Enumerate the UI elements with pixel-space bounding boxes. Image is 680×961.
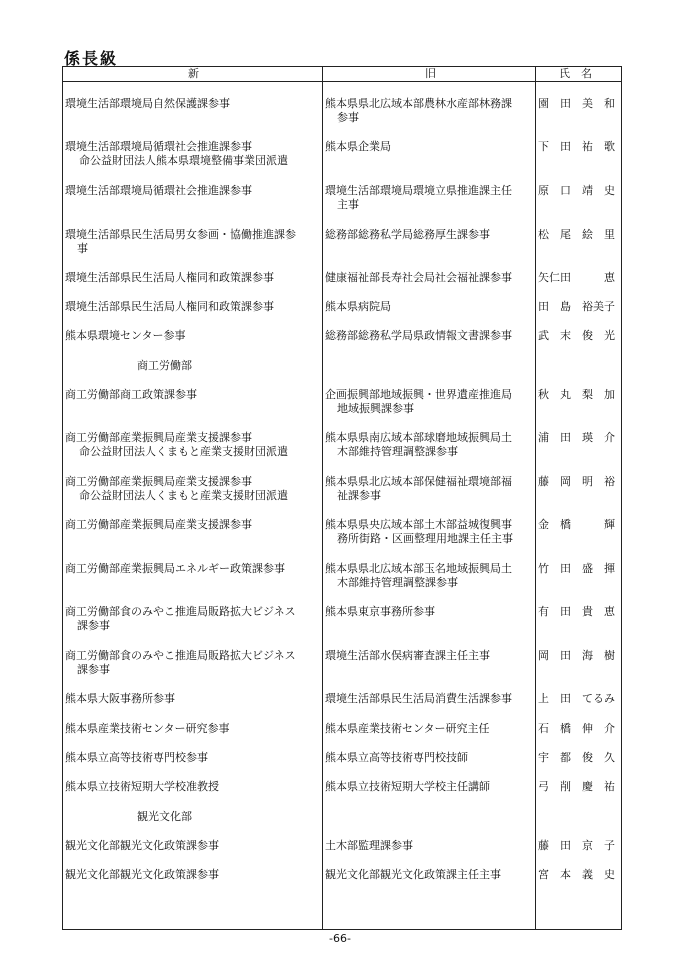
cell-new [65, 649, 320, 677]
header-old: 旧 [425, 67, 436, 80]
cell-old-line: 熊本県立技術短期大学校主任講師 [325, 780, 490, 793]
cell-old-line: 務所街路・区画整理用地課主任主事 [337, 532, 513, 545]
cell-new [65, 140, 320, 168]
cell-new [65, 97, 320, 111]
cell-name: 園 田 美 和 [538, 97, 615, 110]
cell-new-line: 環境生活部環境局循環社会推進課参事 [65, 140, 252, 153]
cell-name: 宇 都 俊 久 [538, 751, 615, 764]
cell-old [325, 97, 533, 125]
cell-old-line: 熊本県病院局 [325, 300, 391, 313]
cell-name: 竹 田 盛 揮 [538, 562, 615, 575]
cell-new [65, 431, 320, 459]
cell-new [65, 562, 320, 576]
cell-name: 矢仁田 恵 [538, 271, 615, 284]
cell-old-line: 環境生活部水俣病審査課主任主事 [325, 649, 490, 662]
cell-name: 田 島 裕美子 [538, 300, 615, 313]
cell-old-line: 熊本県企業局 [325, 140, 391, 153]
cell-new-line: 熊本県立技術短期大学校准教授 [65, 780, 219, 793]
cell-new [65, 475, 320, 503]
cell-new-line: 環境生活部県民生活局人権同和政策課参事 [65, 300, 274, 313]
cell-old [325, 605, 533, 619]
cell-old-line: 熊本県立高等技術専門校技師 [325, 751, 468, 764]
cell-old [325, 271, 533, 285]
cell-new [65, 300, 320, 314]
column-divider [322, 67, 323, 929]
cell-name: 秋 丸 梨 加 [538, 388, 615, 401]
cell-old-line: 熊本県県北広域本部農林水産部林務課 [325, 97, 512, 110]
cell-new-line: 事 [77, 242, 88, 255]
cell-old [325, 475, 533, 503]
cell-old [325, 692, 533, 706]
header-new: 新 [188, 67, 199, 80]
cell-new [65, 868, 320, 882]
cell-new [65, 271, 320, 285]
cell-new [65, 388, 320, 402]
cell-new [65, 184, 320, 198]
personnel-table [62, 66, 622, 930]
cell-new-line: 商工労働部産業振興局産業支援課参事 [65, 475, 252, 488]
cell-old [325, 868, 533, 882]
cell-new [65, 228, 320, 256]
cell-old [325, 780, 533, 794]
cell-old-line: 熊本県産業技術センター研究主任 [325, 722, 490, 735]
cell-new [65, 329, 320, 343]
cell-old [325, 140, 533, 154]
column-divider [535, 67, 536, 929]
cell-old-line: 環境生活部環境局環境立県推進課主任 [325, 184, 512, 197]
cell-old-line: 総務部総務私学局総務厚生課参事 [325, 228, 490, 241]
cell-name: 宮 本 義 史 [538, 868, 615, 881]
cell-name: 上 田 てるみ [538, 692, 615, 705]
cell-old-line: 総務部総務私学局県政情報文書課参事 [325, 329, 512, 342]
cell-old [325, 388, 533, 416]
page-number: -66- [329, 932, 351, 945]
cell-new-line: 商工労働部産業振興局産業支援課参事 [65, 518, 252, 531]
cell-old-line: 地域振興課参事 [337, 402, 414, 415]
cell-old [325, 431, 533, 459]
cell-new-line: 熊本県産業技術センター研究参事 [65, 722, 230, 735]
cell-old [325, 329, 533, 343]
cell-name: 武 末 俊 光 [538, 329, 615, 342]
cell-old-line: 土木部監理課参事 [325, 839, 413, 852]
cell-name: 下 田 祐 歌 [538, 140, 615, 153]
cell-old-line: 熊本県県北広域本部保健福祉環境部福 [325, 475, 512, 488]
cell-new-line: 命公益財団法人熊本県環境整備事業団派遣 [79, 154, 288, 167]
cell-new [65, 810, 392, 824]
cell-new [65, 751, 320, 765]
cell-new-line: 観光文化部 [137, 810, 192, 823]
cell-name: 藤 田 京 子 [538, 839, 615, 852]
cell-old [325, 562, 533, 590]
cell-old-line: 健康福祉部長寿社会局社会福祉課参事 [325, 271, 512, 284]
cell-old-line: 祉課参事 [337, 489, 381, 502]
cell-new [65, 780, 320, 794]
cell-new-line: 熊本県環境センター参事 [65, 329, 186, 342]
cell-new-line: 命公益財団法人くまもと産業支援財団派遣 [79, 489, 288, 502]
cell-name: 弓 削 慶 祐 [538, 780, 615, 793]
cell-old [325, 184, 533, 212]
cell-old [325, 228, 533, 242]
cell-new-line: 商工労働部産業振興局エネルギー政策課参事 [65, 562, 285, 575]
cell-old-line: 熊本県県南広域本部球磨地域振興局土 [325, 431, 512, 444]
cell-name: 松 尾 絵 里 [538, 228, 615, 241]
cell-new [65, 839, 320, 853]
cell-new-line: 商工労働部食のみやこ推進局販路拡大ビジネス [65, 649, 296, 662]
cell-old [325, 300, 533, 314]
cell-new-line: 商工労働部産業振興局産業支援課参事 [65, 431, 252, 444]
header-name: 氏 名 [559, 67, 592, 80]
cell-name: 藤 岡 明 裕 [538, 475, 615, 488]
cell-name: 浦 田 瑛 介 [538, 431, 615, 444]
cell-old [325, 649, 533, 663]
cell-old-line: 熊本県県央広域本部土木部益城復興事 [325, 518, 512, 531]
cell-new-line: 課参事 [77, 663, 110, 676]
cell-new-line: 観光文化部観光文化政策課参事 [65, 868, 219, 881]
cell-old-line: 観光文化部観光文化政策課主任主事 [325, 868, 501, 881]
cell-new-line: 命公益財団法人くまもと産業支援財団派遣 [79, 445, 288, 458]
cell-name: 原 口 靖 史 [538, 184, 615, 197]
cell-old-line: 参事 [337, 111, 359, 124]
cell-old-line: 企画振興部地域振興・世界遺産推進局 [325, 388, 512, 401]
cell-new [65, 692, 320, 706]
cell-new [65, 518, 320, 532]
cell-new [65, 722, 320, 736]
cell-new-line: 環境生活部環境局自然保護課参事 [65, 97, 230, 110]
cell-old [325, 518, 533, 546]
cell-new-line: 商工労働部商工政策課参事 [65, 388, 197, 401]
cell-old-line: 木部維持管理調整課参事 [337, 445, 458, 458]
cell-new-line: 熊本県大阪事務所参事 [65, 692, 175, 705]
cell-new [65, 359, 392, 373]
cell-name: 岡 田 海 樹 [538, 649, 615, 662]
cell-old [325, 722, 533, 736]
cell-new-line: 観光文化部観光文化政策課参事 [65, 839, 219, 852]
cell-new-line: 課参事 [77, 619, 110, 632]
page-title: 係長級 [64, 49, 119, 68]
cell-new-line: 商工労働部 [137, 359, 192, 372]
cell-old [325, 839, 533, 853]
cell-old-line: 熊本県県北広域本部玉名地域振興局土 [325, 562, 512, 575]
cell-old-line: 熊本県東京事務所参事 [325, 605, 435, 618]
cell-old-line: 主事 [337, 198, 359, 211]
cell-new [65, 605, 320, 633]
cell-name: 有 田 貴 恵 [538, 605, 615, 618]
cell-new-line: 商工労働部食のみやこ推進局販路拡大ビジネス [65, 605, 296, 618]
cell-old [325, 751, 533, 765]
cell-old-line: 木部維持管理調整課参事 [337, 576, 458, 589]
cell-new-line: 熊本県立高等技術専門校参事 [65, 751, 208, 764]
cell-new-line: 環境生活部県民生活局人権同和政策課参事 [65, 271, 274, 284]
cell-name: 金 橋 輝 [538, 518, 615, 531]
cell-new-line: 環境生活部環境局循環社会推進課参事 [65, 184, 252, 197]
table-header [63, 67, 621, 82]
cell-new-line: 環境生活部県民生活局男女参画・協働推進課参 [65, 228, 296, 241]
cell-name: 石 橋 伸 介 [538, 722, 615, 735]
cell-old-line: 環境生活部県民生活局消費生活課参事 [325, 692, 512, 705]
